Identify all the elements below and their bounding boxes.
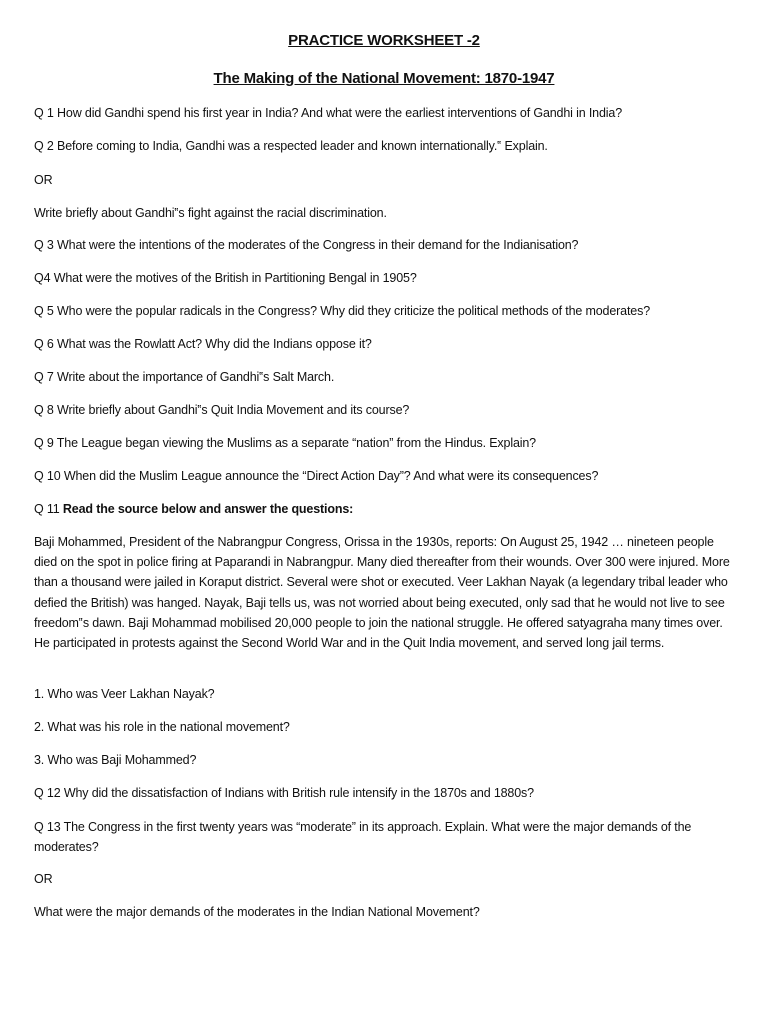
question-8: Q 8 Write briefly about Gandhi‟s Quit India Movement and its course? [34, 403, 410, 417]
source-passage: Baji Mohammed, President of the Nabrangpur Congress, Orissa in the 1930s, reports: On August 25, 1942 … nineteen people died on the spot in police firing at Paparandi in Nabrangpur. Many died thereafter from their wounds. Over 300 were injured. More than a thousand were jailed in Koraput district. Several were shot or executed. Veer Lakhan Nayak (a legendary tribal leader who defied the British) was hanged. Nayak, Baji tells us, was not worried about being executed, only sad that he would not live to see freedom‟s dawn. Baji Mohammad mobilised 20,000 people to join the national struggle. He offered satyagraha many times over. He participated in protests against the Second World War and in the Quit India movement, and served long jail terms. [34, 535, 730, 651]
question-11-number: Q 11 [34, 502, 63, 516]
sub-question-3: 3. Who was Baji Mohammed? [34, 753, 197, 767]
question-6: Q 6 What was the Rowlatt Act? Why did the Indians oppose it? [34, 337, 372, 351]
question-10: Q 10 When did the Muslim League announce the “Direct Action Day”? And what were its consequences? [34, 469, 599, 483]
worksheet-subtitle: The Making of the National Movement: 1870-1947 [213, 70, 555, 87]
question-3: Q 3 What were the intentions of the moderates of the Congress in their demand for the Indianisation? [34, 238, 579, 252]
or-divider-1: OR [34, 173, 53, 187]
question-2-alternative: Write briefly about Gandhi‟s fight against the racial discrimination. [34, 206, 387, 220]
question-13-alternative: What were the major demands of the moderates in the Indian National Movement? [34, 905, 480, 919]
question-4: Q4 What were the motives of the British in Partitioning Bengal in 1905? [34, 271, 417, 285]
question-2: Q 2 Before coming to India, Gandhi was a respected leader and known internationally.‟ Explain. [34, 139, 548, 153]
question-11 [34, 502, 353, 516]
sub-question-2: 2. What was his role in the national movement? [34, 720, 290, 734]
sub-question-1: 1. Who was Veer Lakhan Nayak? [34, 687, 215, 701]
or-divider-2: OR [34, 872, 53, 886]
question-13: Q 13 The Congress in the first twenty years was “moderate” in its approach. Explain. What were the major demands of the moderates? [34, 820, 692, 855]
question-7: Q 7 Write about the importance of Gandhi‟s Salt March. [34, 370, 335, 384]
question-9: Q 9 The League began viewing the Muslims as a separate “nation” from the Hindus. Explain? [34, 436, 536, 450]
question-12: Q 12 Why did the dissatisfaction of Indians with British rule intensify in the 1870s and 1880s? [34, 786, 534, 800]
question-1: Q 1 How did Gandhi spend his first year in India? And what were the earliest interventions of Gandhi in India? [34, 106, 623, 120]
question-5: Q 5 Who were the popular radicals in the Congress? Why did they criticize the political methods of the moderates? [34, 304, 651, 318]
question-11-instruction: Read the source below and answer the questions: [62, 502, 354, 516]
worksheet-title: PRACTICE WORKSHEET -2 [288, 32, 480, 49]
